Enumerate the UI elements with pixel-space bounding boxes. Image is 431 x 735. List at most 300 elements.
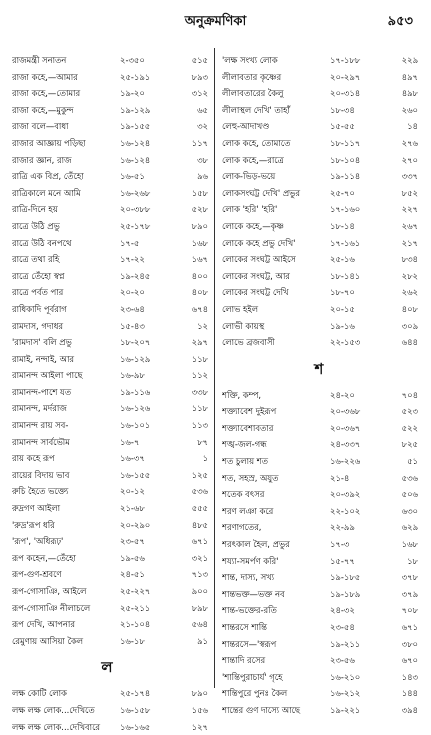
entry-page: ২৬৭	[401, 220, 418, 231]
entry-text: শান্তভক্ত—ভক্ত নব	[222, 588, 285, 599]
index-entry	[12, 550, 212, 567]
entry-text: লোক কহে, তোমাতে	[222, 137, 291, 148]
entry-page: ৮৯৮	[191, 602, 208, 613]
index-entry	[222, 387, 422, 404]
entry-text: রাত্রে তথা রহি	[12, 254, 60, 265]
index-entry	[222, 251, 422, 268]
entry-text: রাত্রে তেঁহো স্বপ্ন	[12, 270, 65, 281]
index-entry	[12, 351, 212, 368]
index-entry	[12, 483, 212, 500]
index-entry	[12, 235, 212, 252]
entry-text: শান্তরসে শান্তি	[222, 622, 267, 632]
entry-text: শত, সহস্র, অযুত	[222, 472, 279, 483]
entry-reference: ১৮-৭০	[330, 287, 355, 298]
entry-page: ৪৯৭	[401, 71, 418, 82]
index-entry	[12, 417, 212, 434]
index-entry	[222, 702, 422, 719]
entry-reference: ১৬-১২৬	[120, 403, 151, 414]
entry-page: ৩৮০	[401, 638, 418, 649]
entry-reference: ১৬-২২৬	[330, 456, 361, 467]
entry-reference: ১৬-২৬৮	[120, 187, 151, 198]
entry-text: লোকের সংঘট্ট, আর	[222, 270, 290, 281]
entry-page: ১৫৮	[191, 187, 208, 198]
entry-page: ৩৩৭	[401, 171, 418, 182]
entry-reference: ১৯-২৪৫	[120, 270, 151, 281]
entry-page: ৮৩৪	[401, 254, 418, 265]
entry-page: ৬৭১	[191, 536, 208, 547]
entry-page: ২২৯	[401, 55, 418, 65]
entry-page: ৪০৮	[401, 303, 418, 314]
entry-page: ১১৭	[191, 137, 208, 148]
index-entry	[12, 284, 212, 301]
entry-reference: ১৯-২১১	[330, 638, 361, 649]
entry-page: ১৪৩	[401, 671, 418, 682]
entry-reference: ১৯-২২১	[330, 704, 361, 715]
section-heading-la: ল	[101, 658, 113, 677]
entry-text: শতেক বৎসর	[222, 489, 265, 500]
index-entry	[222, 102, 422, 119]
entry-text: রাজার আজ্ঞায় পড়িছা	[12, 137, 86, 148]
entry-text: রুচি হৈতে ভক্ত্যে	[12, 486, 69, 497]
entry-reference: ২০-১২	[120, 486, 145, 497]
entry-text: লক্ষ লক্ষ লোক...দেখিবারে	[12, 721, 101, 732]
entry-reference: ২৪-৩২	[330, 605, 355, 616]
index-entry	[222, 586, 422, 603]
index-entry	[12, 400, 212, 417]
entry-reference: ২৫-১৭৪	[120, 688, 151, 699]
entry-text: শরৎকাল হৈল, প্রভুর	[222, 539, 290, 550]
entry-reference: ১৯-১৮৫	[330, 572, 361, 583]
entry-text: শত চুলায় শত	[222, 456, 268, 467]
entry-text: লোক কহে,—রাত্রে	[222, 154, 284, 165]
index-entry	[222, 118, 422, 135]
entry-page: ২১৭	[401, 237, 418, 248]
index-entry	[222, 268, 422, 285]
entry-page: ৪০০	[191, 270, 208, 281]
entry-page: ২৯৭	[191, 337, 208, 348]
entry-text: রাধিকাদি পূর্বরাগ	[12, 303, 67, 314]
entry-reference: ১৯-১৮৯	[330, 588, 361, 599]
entry-page: ৭০৪	[401, 389, 418, 400]
entry-page: ৩৭৯	[401, 588, 418, 599]
entry-text: রূপ-গোসাঞি, আইলে	[12, 586, 87, 596]
entry-text: রাত্রি এক বিপ্র, তেঁহো	[12, 171, 84, 182]
entry-page: ৩০৯	[401, 320, 418, 331]
entry-text: লেহু-আদাখণ্ড	[222, 121, 270, 132]
entry-text: শক্ত্যাবেশ দুইরূপ	[222, 406, 277, 417]
entry-page: ১১৩	[191, 420, 208, 431]
index-entry	[222, 218, 422, 235]
index-entry	[222, 652, 422, 669]
index-entry	[12, 702, 212, 719]
index-entry	[222, 168, 422, 185]
entry-reference: ১৮-১০৪	[330, 154, 361, 165]
entry-page: ৮৯০	[191, 220, 208, 231]
entry-text: শয্যা-সমর্পণ করি'	[222, 555, 279, 566]
entry-reference: ২৫-১৭৮	[120, 220, 151, 231]
entry-page: ২৮২	[401, 270, 418, 281]
entry-page: ১২৭	[191, 721, 208, 732]
entry-text: 'শান্তিপুরাচার্য' গৃহে	[222, 671, 283, 682]
index-entry	[12, 616, 212, 633]
entry-text: রামানন্দ, মর্দরাজ	[12, 403, 67, 414]
entry-reference: ১৬-২১০	[330, 671, 361, 682]
entry-page: ৬২৯	[401, 522, 418, 533]
entry-page: ৫১	[407, 456, 418, 467]
entry-page: ১৫৬	[191, 704, 208, 715]
right-entries-la	[222, 52, 422, 351]
index-entry	[12, 367, 212, 384]
entry-text: রেমুণায় আসিয়া কৈল	[12, 635, 83, 646]
index-entry	[222, 284, 422, 301]
entry-page: ৫১৫	[191, 55, 208, 65]
entry-page: ৮৯০	[191, 688, 208, 699]
left-entries-la-ra	[12, 52, 212, 649]
entry-reference: ২২-১০২	[330, 505, 361, 516]
entry-text: রাজা কহে,—মুকুন্দ	[12, 104, 74, 115]
entry-page: ৫০৬	[401, 489, 418, 500]
entry-page: ৫২৩	[401, 406, 418, 417]
index-entry	[12, 633, 212, 650]
index-entry	[12, 600, 212, 617]
page-number: ৯৫৩	[387, 14, 413, 29]
index-entry	[222, 52, 422, 69]
entry-reference: ২৫-২১১	[120, 602, 151, 613]
entry-page: ৫৩৬	[191, 486, 208, 497]
entry-text: লোকের সংঘট্ট দেখি	[222, 287, 289, 298]
entry-page: ১২	[197, 320, 208, 331]
entry-page: ৩১২	[191, 88, 208, 99]
entry-page: ২৭৬	[401, 137, 418, 148]
entry-page: ৩৮	[197, 154, 208, 165]
entry-reference: ২০-৩৮৮	[120, 204, 151, 215]
entry-text: লোকে কহে,—কৃষ্ণ	[222, 220, 284, 231]
entry-text: শরণ লঞা করে	[222, 505, 274, 516]
entry-page: ১২৫	[191, 469, 208, 480]
entry-page: ১৬৮	[191, 237, 208, 248]
index-entry	[222, 685, 422, 702]
entry-text: রাত্রিকালে মনে আমি	[12, 187, 81, 198]
entry-reference: ২৫-১৯১	[120, 71, 151, 82]
entry-text: রূপ কহেন,—তেঁহো	[12, 552, 76, 563]
index-entry	[222, 470, 422, 487]
entry-reference: ১৭-২২	[120, 254, 145, 265]
entry-reference: ১৬-৯৮	[120, 370, 145, 381]
entry-text: লীলাবতারের কৈলু	[222, 88, 284, 99]
entry-page: ১৬৭	[191, 254, 208, 265]
index-entry	[222, 152, 422, 169]
entry-reference: ১৬-১২৪	[120, 137, 151, 148]
entry-reference: ২৩-৫৬	[330, 655, 355, 666]
index-entry	[12, 52, 212, 69]
entry-text: রামদাস, গদাধর	[12, 320, 63, 331]
entry-reference: ১৯-১২৯	[120, 104, 151, 115]
index-entry	[12, 318, 212, 335]
entry-reference: ১৬-১২৯	[120, 353, 151, 364]
index-entry	[222, 436, 422, 453]
entry-reference: ১৯-১১৬	[120, 386, 151, 397]
entry-reference: ২১-৬৮	[120, 503, 145, 514]
entry-page: ৬৫	[197, 104, 208, 115]
index-entry	[222, 602, 422, 619]
entry-page: ২৬২	[401, 287, 418, 298]
page-title: অনুক্রমণিকা	[184, 14, 247, 29]
entry-text: রূপ দেখি, আপনার	[12, 619, 75, 630]
entry-text: রামানন্দ রায় সব-	[12, 420, 69, 431]
page-header	[0, 12, 431, 32]
entry-reference: ২১-৪	[330, 472, 350, 483]
index-entry	[12, 301, 212, 318]
index-entry	[222, 569, 422, 586]
index-entry	[12, 168, 212, 185]
entry-reference: ২০-৩৬৭	[330, 422, 361, 433]
entry-text: শঙ্খ-জল-গন্ধ	[222, 439, 267, 450]
left-entries-la	[12, 685, 212, 735]
index-entry	[12, 85, 212, 102]
entry-text: লোকে কহে প্রভু দেখি'	[222, 237, 296, 248]
entry-page: ৫৫৫	[191, 503, 208, 514]
index-entry	[222, 536, 422, 553]
entry-text: লোক-ভিড়-ভয়ে	[222, 171, 276, 182]
entry-page: ৬৭১	[401, 622, 418, 632]
index-entry	[222, 619, 422, 636]
index-entry	[12, 102, 212, 119]
entry-page: ৫২২	[401, 422, 418, 433]
right-entries-sha	[222, 387, 422, 719]
entry-reference: ১৫-৫৫	[330, 121, 355, 132]
entry-text: রাত্রে পর্বত পার	[12, 287, 64, 298]
entry-reference: ২৪-৫১	[120, 569, 145, 580]
entry-page: ৬৪৪	[401, 337, 418, 348]
entry-page: ৬৭৪	[191, 303, 208, 314]
entry-text: রাজমন্ত্রী সনাতন	[12, 55, 67, 65]
entry-text: শান্ত, দাস্য, সখ্য	[222, 572, 275, 583]
index-entry	[12, 685, 212, 702]
index-entry	[222, 301, 422, 318]
index-entry	[222, 185, 422, 202]
entry-page: ৬৩০	[401, 505, 418, 516]
entry-reference: ১৬-১৮	[120, 635, 145, 646]
entry-page: ৯০০	[191, 586, 208, 596]
entry-text: 'রুদ্র'রূপ ধরি	[12, 519, 55, 530]
entry-reference: ১৭-১৮৮	[330, 55, 361, 65]
entry-reference: ১৬-১৫৮	[120, 704, 151, 715]
entry-text: রাত্রে উঠি প্রভু	[12, 220, 60, 231]
index-entry	[12, 334, 212, 351]
entry-text: রাজার জ্ঞান, রাজ	[12, 154, 72, 165]
entry-text: লীলাবতার কৃষ্ণের	[222, 71, 282, 82]
entry-page: ৬৭০	[401, 655, 418, 666]
entry-page: ১৮	[407, 555, 418, 566]
entry-reference: ২৫-২২৭	[120, 586, 151, 596]
entry-page: ১১৮	[191, 353, 208, 364]
entry-reference: ২০-৩১৪	[330, 88, 361, 99]
entry-page: ৩২১	[191, 552, 208, 563]
entry-text: রূপ-গুণ-শ্রবণে	[12, 569, 62, 580]
entry-reference: ২০-১৫	[330, 303, 355, 314]
entry-page: ১	[202, 453, 208, 464]
entry-text: লোকসংঘট্ট দেখি' প্রভুর	[222, 187, 300, 198]
index-entry	[222, 519, 422, 536]
entry-reference: ১৫-৭৭	[330, 555, 355, 566]
entry-reference: ১৬-১৬৫	[120, 721, 151, 732]
entry-reference: ১৬-১০১	[120, 420, 151, 431]
index-entry	[222, 135, 422, 152]
entry-page: ৮২৫	[401, 439, 418, 450]
index-entry	[12, 384, 212, 401]
index-entry	[12, 69, 212, 86]
entry-text: লীলাস্থল দেখি' তাহাঁ	[222, 104, 290, 115]
entry-text: শক্ত্যাবেশাবতার	[222, 422, 274, 433]
index-entry	[222, 334, 422, 351]
entry-text: লোভ হইল	[222, 303, 258, 314]
entry-reference: ২৫-৭০	[330, 187, 355, 198]
entry-text: রায়ের বিদায় ভাব	[12, 469, 70, 480]
entry-page: ৪০৮	[191, 287, 208, 298]
entry-text: শরণাগতের,	[222, 522, 262, 533]
entry-reference: ১৬-৩৭	[120, 453, 145, 464]
left-column	[12, 52, 212, 735]
index-entry	[222, 486, 422, 503]
index-entry	[222, 201, 422, 218]
entry-text: রাজা বলে—বাধা	[12, 121, 69, 132]
entry-reference: ১৮-১৪	[330, 220, 355, 231]
entry-text: শক্তি, কম্প,	[222, 389, 262, 400]
index-entry	[12, 218, 212, 235]
entry-reference: ১৯-১৫৫	[120, 121, 151, 132]
index-entry	[222, 318, 422, 335]
entry-reference: ১৬-১৫৫	[120, 469, 151, 480]
entry-page: ১৪৪	[401, 688, 418, 699]
entry-page: ১১৮	[191, 403, 208, 414]
entry-reference: ১৯-৫৬	[120, 552, 145, 563]
index-entry	[12, 251, 212, 268]
entry-reference: ১৮-২০৭	[120, 337, 151, 348]
entry-reference: ২১-১০৪	[120, 619, 151, 630]
index-entry	[12, 152, 212, 169]
entry-reference: ২০-৩৬৮	[330, 406, 361, 417]
entry-text: রায় কহে রূপ	[12, 453, 55, 464]
entry-text: শান্তাদি রসের	[222, 655, 266, 666]
entry-text: রাত্রি-দিনে হয়	[12, 204, 58, 215]
column-divider	[214, 48, 215, 688]
entry-page: ৫৩৬	[401, 472, 418, 483]
entry-text: শান্তরসে—'স্বরূপ	[222, 638, 277, 649]
entry-text: শান্তের গুণ দাস্যে আছে	[222, 704, 300, 715]
entry-text: 'রামদাস' বলি প্রভু	[12, 337, 72, 348]
entry-page: ১৪	[407, 121, 418, 132]
entry-reference: ১৯-১১৪	[330, 171, 361, 182]
entry-reference: ২০-২৯০	[120, 519, 151, 530]
entry-reference: ২০-৩৯২	[330, 489, 361, 500]
index-entry	[12, 434, 212, 451]
index-entry	[12, 185, 212, 202]
entry-text: শান্তিপুরে পুনঃ কৈল	[222, 688, 288, 699]
index-entry	[12, 467, 212, 484]
entry-reference: ১৯-১৬	[330, 320, 355, 331]
entry-text: রামানন্দ আইলা পাছে	[12, 370, 83, 381]
entry-text: 'রূপ', 'অধিরূঢ়'	[12, 536, 64, 547]
entry-text: লোভে ব্রজবাসী	[222, 337, 275, 348]
index-entry	[222, 669, 422, 686]
entry-text: লোভী কায়স্থ	[222, 320, 265, 331]
entry-page: ৭১৩	[191, 569, 208, 580]
index-entry	[12, 533, 212, 550]
entry-reference: ১৬-৫১	[120, 171, 145, 182]
entry-reference: ২০-২৯৭	[330, 71, 361, 82]
entry-page: ৫২৮	[191, 204, 208, 215]
entry-text: রামানন্দ-পাশে যত	[12, 386, 72, 397]
entry-reference: ২৩-৬৪	[120, 303, 145, 314]
entry-page: ৮৯৩	[191, 71, 208, 82]
entry-reference: ১৭-৩	[330, 539, 350, 550]
index-entry	[222, 403, 422, 420]
right-column	[222, 52, 422, 719]
entry-text: রাত্রে উঠি বনপথে	[12, 237, 72, 248]
entry-reference: ২২-১৫৩	[330, 337, 361, 348]
entry-text: লোকের সংঘট্ট আইসে	[222, 254, 296, 265]
entry-reference: ১৯-২০	[120, 88, 145, 99]
section-heading-sha: শ	[314, 359, 324, 378]
entry-reference: ২৩-৫৪	[330, 622, 355, 632]
entry-page: ২৭০	[401, 154, 418, 165]
index-entry	[222, 503, 422, 520]
entry-page: ৩৯৪	[401, 704, 418, 715]
entry-text: রূপ-গোসাঞি নীলাচলে	[12, 602, 91, 613]
entry-reference: ২৩-৫৭	[120, 536, 145, 547]
entry-page: ৩৩৮	[191, 386, 208, 397]
index-entry	[222, 85, 422, 102]
entry-text: শান্ত-ভক্তের-রতি	[222, 605, 277, 616]
index-entry	[12, 566, 212, 583]
index-entry	[12, 450, 212, 467]
index-entry	[222, 553, 422, 570]
index-entry	[222, 235, 422, 252]
entry-page: ৪৯৮	[401, 88, 418, 99]
entry-text: রাজা কহে,—আমার	[12, 71, 78, 82]
entry-page: ৭০৮	[401, 605, 418, 616]
index-entry	[222, 636, 422, 653]
entry-reference: ১৮-১১৭	[330, 137, 361, 148]
index-entry	[12, 583, 212, 600]
entry-page: ৮৭	[197, 436, 208, 447]
entry-page: ৮৫২	[401, 187, 418, 198]
entry-reference: ১৬-২১২	[330, 688, 361, 699]
index-entry	[12, 500, 212, 517]
index-entry	[222, 420, 422, 437]
entry-page: ৯৬	[197, 171, 208, 182]
entry-page: ৯১	[197, 635, 208, 646]
entry-text: রামাই, নন্দাই, আর	[12, 353, 74, 364]
index-entry	[12, 517, 212, 534]
entry-text: 'লক্ষ সংখ্য লোক	[222, 55, 278, 65]
entry-text: রুদ্রগণ আইলা	[12, 503, 61, 514]
index-entry	[222, 69, 422, 86]
index-entry	[12, 268, 212, 285]
entry-text: লক্ষ লক্ষ লোক...দেখিতে	[12, 704, 95, 715]
index-entry	[12, 118, 212, 135]
entry-page: ৫৬৪	[191, 619, 208, 630]
index-entry	[12, 201, 212, 218]
index-entry	[222, 453, 422, 470]
entry-page: ৩৭৮	[401, 572, 418, 583]
entry-reference: ২৪-৩৩৭	[330, 439, 361, 450]
entry-reference: ১৭-১৬১	[330, 237, 361, 248]
entry-reference: ২৪-২০	[330, 389, 355, 400]
index-entry	[12, 135, 212, 152]
entry-page: ২২৭	[401, 204, 418, 215]
index-entry	[12, 719, 212, 735]
